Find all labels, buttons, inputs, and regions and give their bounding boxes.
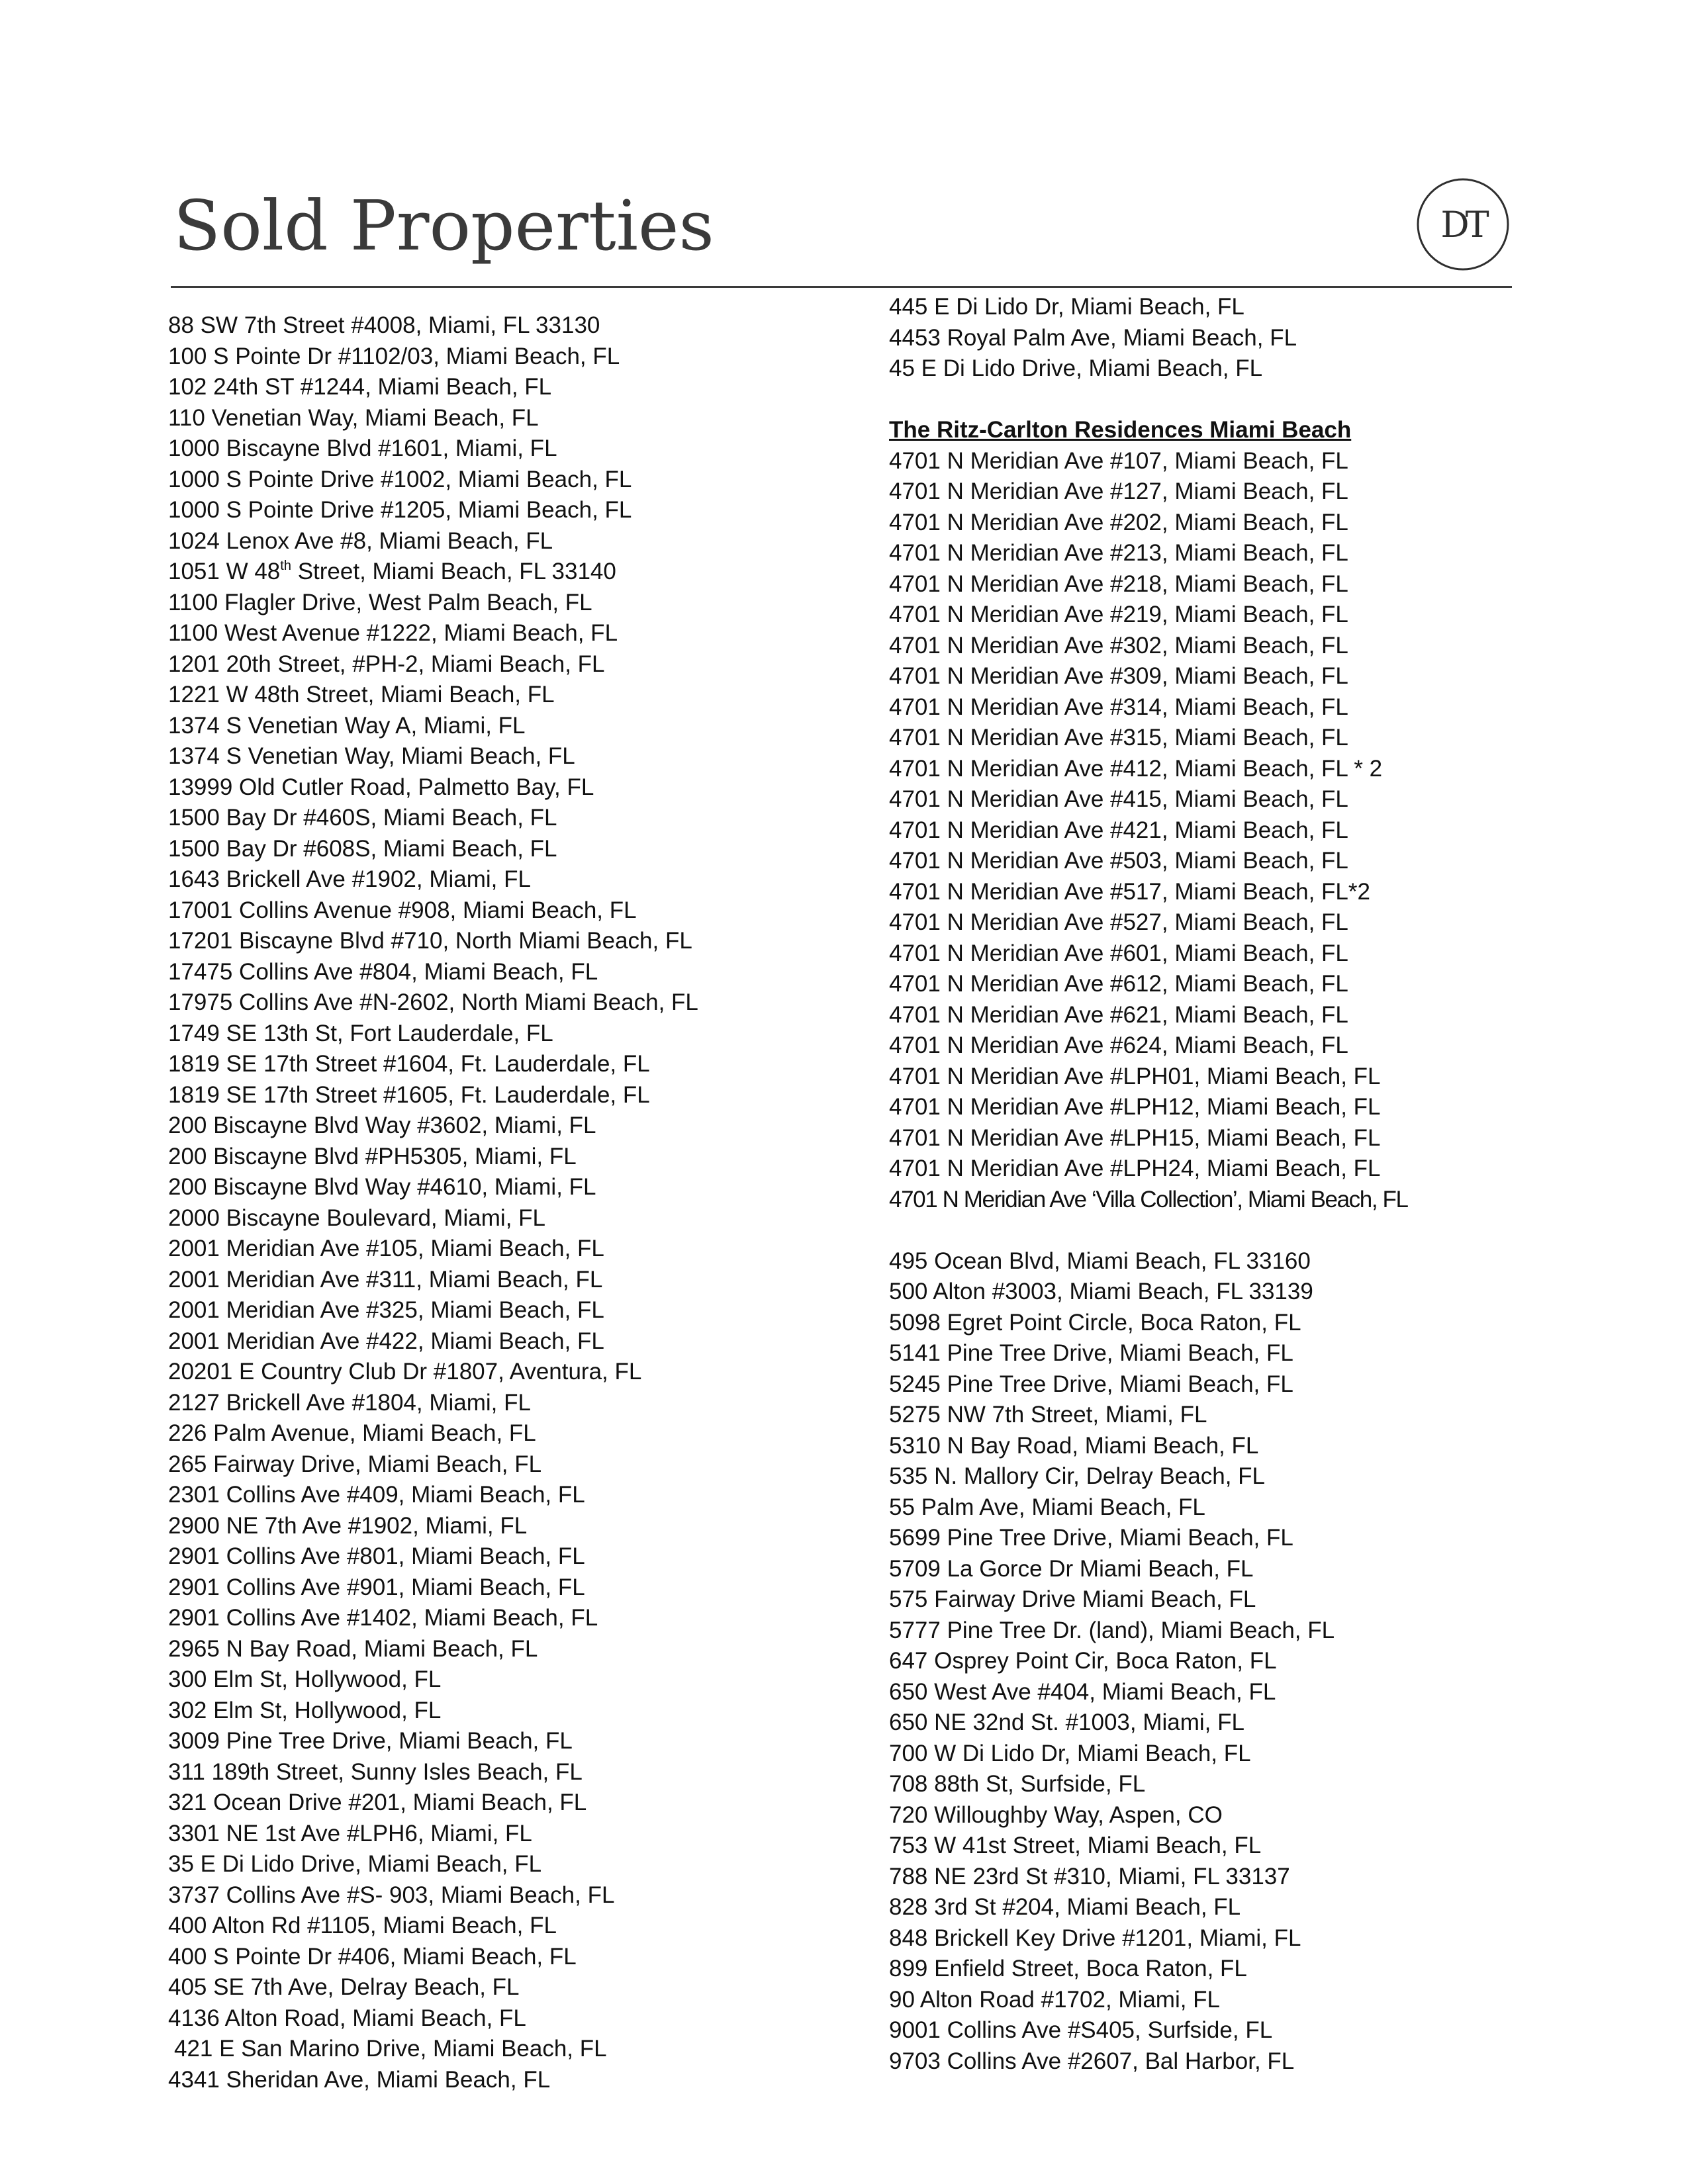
ritz-section-heading: The Ritz-Carlton Residences Miami Beach [889,417,1352,443]
list-item: 4701 N Meridian Ave #LPH12, Miami Beach, FL [889,1094,1381,1120]
list-item: 226 Palm Avenue, Miami Beach, FL [168,1420,536,1446]
list-item: 1500 Bay Dr #460S, Miami Beach, FL [168,805,557,831]
list-item: 4341 Sheridan Ave, Miami Beach, FL [168,2066,551,2093]
list-item: 9703 Collins Ave #2607, Bal Harbor, FL [889,2048,1295,2074]
list-item: 4701 N Meridian Ave #415, Miami Beach, FL [889,786,1348,812]
list-item: 2001 Meridian Ave #325, Miami Beach, FL [168,1297,604,1323]
list-item: 4701 N Meridian Ave #527, Miami Beach, FL [889,909,1348,935]
list-item: 4701 N Meridian Ave #LPH01, Miami Beach, FL [889,1063,1381,1089]
list-item: 3301 NE 1st Ave #LPH6, Miami, FL [168,1820,532,1846]
list-item: 4701 N Meridian Ave #219, Miami Beach, FL [889,602,1348,627]
list-item: 647 Osprey Point Cir, Boca Raton, FL [889,1648,1277,1674]
list-item: 17201 Biscayne Blvd #710, North Miami Beach, FL [168,928,692,954]
list-item: 4701 N Meridian Ave #421, Miami Beach, FL [889,817,1348,843]
list-item: 4701 N Meridian Ave #601, Miami Beach, FL [889,940,1348,966]
list-item: 4701 N Meridian Ave #503, Miami Beach, FL [889,848,1348,874]
list-item: 5777 Pine Tree Dr. (land), Miami Beach, FL [889,1617,1335,1643]
list-item: 700 W Di Lido Dr, Miami Beach, FL [889,1740,1251,1766]
list-item: 4701 N Meridian Ave #107, Miami Beach, FL [889,447,1348,474]
list-item: 445 E Di Lido Dr, Miami Beach, FL [889,294,1244,320]
list-item: 1000 Biscayne Blvd #1601, Miami, FL [168,435,557,461]
list-item: 753 W 41st Street, Miami Beach, FL [889,1833,1262,1858]
list-item: 848 Brickell Key Drive #1201, Miami, FL [889,1925,1301,1951]
title-divider [171,286,1512,288]
list-item [168,557,698,588]
list-item: 2901 Collins Ave #801, Miami Beach, FL [168,1543,585,1569]
list-item: 88 SW 7th Street #4008, Miami, FL 33130 [168,312,600,338]
list-item: 4701 N Meridian Ave #309, Miami Beach, FL [889,663,1348,689]
list-item: 5699 Pine Tree Drive, Miami Beach, FL [889,1525,1293,1551]
list-item: 1201 20th Street, #PH-2, Miami Beach, FL [168,651,605,677]
list-item: 1819 SE 17th Street #1604, Ft. Lauderdale, FL [168,1051,650,1077]
list-item: 2000 Biscayne Boulevard, Miami, FL [168,1205,545,1231]
list-item: 1100 West Avenue #1222, Miami Beach, FL [168,620,618,646]
list-item: 421 E San Marino Drive, Miami Beach, FL [174,2036,607,2062]
list-item: 575 Fairway Drive Miami Beach, FL [889,1586,1256,1612]
list-item: 899 Enfield Street, Boca Raton, FL [889,1956,1247,1981]
list-item: 17001 Collins Avenue #908, Miami Beach, FL [168,897,637,923]
list-item: 495 Ocean Blvd, Miami Beach, FL 33160 [889,1248,1311,1274]
list-item: 311 189th Street, Sunny Isles Beach, FL [168,1758,583,1785]
list-item: 2127 Brickell Ave #1804, Miami, FL [168,1389,531,1416]
list-item: 1374 S Venetian Way, Miami Beach, FL [168,743,575,769]
list-item: 110 Venetian Way, Miami Beach, FL [168,404,539,431]
list-item: 2001 Meridian Ave #311, Miami Beach, FL [168,1266,603,1293]
list-item: 650 NE 32nd St. #1003, Miami, FL [889,1709,1244,1735]
list-item: 4701 N Meridian Ave #213, Miami Beach, FL [889,540,1348,566]
list-item: 300 Elm St, Hollywood, FL [168,1666,442,1692]
list-item: 90 Alton Road #1702, Miami, FL [889,1986,1221,2013]
list-item: 9001 Collins Ave #S405, Surfside, FL [889,2017,1273,2043]
list-item: 1500 Bay Dr #608S, Miami Beach, FL [168,835,557,862]
list-item: 4701 N Meridian Ave #621, Miami Beach, FL [889,1001,1348,1028]
list-item: 1819 SE 17th Street #1605, Ft. Lauderdale, FL [168,1081,650,1108]
ordinal-superscript: th [280,559,291,573]
list-item: 1749 SE 13th St, Fort Lauderdale, FL [168,1020,553,1046]
list-item: 4701 N Meridian Ave #218, Miami Beach, FL [889,570,1348,597]
list-item: 200 Biscayne Blvd Way #4610, Miami, FL [168,1174,596,1200]
list-item: 321 Ocean Drive #201, Miami Beach, FL [168,1790,587,1815]
list-item: 405 SE 7th Ave, Delray Beach, FL [168,1974,520,2000]
list-item: 500 Alton #3003, Miami Beach, FL 33139 [889,1279,1313,1304]
list-item: 3009 Pine Tree Drive, Miami Beach, FL [168,1728,573,1754]
list-item: 2901 Collins Ave #901, Miami Beach, FL [168,1574,585,1600]
dt-logo-icon [1416,177,1510,271]
list-item: 4701 N Meridian Ave #315, Miami Beach, FL [889,725,1348,751]
list-item: 4701 N Meridian Ave #302, Miami Beach, FL [889,632,1348,659]
list-item: 20201 E Country Club Dr #1807, Aventura, FL [168,1359,642,1385]
list-item: 1374 S Venetian Way A, Miami, FL [168,712,526,739]
list-item: 4701 N Meridian Ave #202, Miami Beach, FL [889,509,1348,535]
list-item: 828 3rd St #204, Miami Beach, FL [889,1894,1241,1920]
list-item: 1221 W 48th Street, Miami Beach, FL [168,682,555,707]
list-item: 4701 N Meridian Ave #LPH15, Miami Beach, FL [889,1124,1381,1151]
list-item: 2965 N Bay Road, Miami Beach, FL [168,1635,538,1662]
left-property-list [168,310,698,2095]
address-prefix: 1051 W 48 [168,559,281,584]
list-item: 1000 S Pointe Drive #1205, Miami Beach, FL [168,497,632,523]
list-item: 4701 N Meridian Ave #612, Miami Beach, FL [889,971,1348,997]
list-item: 5709 La Gorce Dr Miami Beach, FL [889,1555,1254,1582]
list-item: 55 Palm Ave, Miami Beach, FL [889,1494,1205,1520]
list-item: 4701 N Meridian Ave #127, Miami Beach, FL [889,478,1348,504]
list-item: 2001 Meridian Ave #422, Miami Beach, FL [168,1328,604,1354]
list-item: 200 Biscayne Blvd Way #3602, Miami, FL [168,1113,596,1138]
list-item: 3737 Collins Ave #S- 903, Miami Beach, FL [168,1882,615,1908]
list-item: 2901 Collins Ave #1402, Miami Beach, FL [168,1605,598,1631]
right-property-list [889,292,1408,2077]
spacer [889,385,1408,416]
spacer [889,1215,1408,1246]
address-suffix: Street, Miami Beach, FL 33140 [291,559,616,584]
list-item: 200 Biscayne Blvd #PH5305, Miami, FL [168,1143,577,1169]
list-item: 265 Fairway Drive, Miami Beach, FL [168,1451,542,1477]
list-item: 17975 Collins Ave #N-2602, North Miami Beach, FL [168,989,698,1015]
list-item: 5310 N Bay Road, Miami Beach, FL [889,1432,1259,1459]
list-item: 13999 Old Cutler Road, Palmetto Bay, FL [168,774,594,800]
list-item: 720 Willoughby Way, Aspen, CO [889,1801,1223,1828]
list-item: 650 West Ave #404, Miami Beach, FL [889,1678,1276,1705]
list-item: 4136 Alton Road, Miami Beach, FL [168,2005,526,2031]
list-item: 4701 N Meridian Ave #LPH24, Miami Beach, FL [889,1156,1381,1181]
list-item: 302 Elm St, Hollywood, FL [168,1697,442,1723]
list-item: 1000 S Pointe Drive #1002, Miami Beach, FL [168,466,632,492]
list-item: 1643 Brickell Ave #1902, Miami, FL [168,866,531,892]
list-item: 102 24th ST #1244, Miami Beach, FL [168,374,552,400]
list-item: 1100 Flagler Drive, West Palm Beach, FL [168,589,592,615]
list-item: 4701 N Meridian Ave ‘Villa Collection’, Miami Beach, FL [889,1186,1408,1212]
list-item: 2001 Meridian Ave #105, Miami Beach, FL [168,1236,604,1261]
list-item: 788 NE 23rd St #310, Miami, FL 33137 [889,1863,1290,1889]
list-item: 4701 N Meridian Ave #517, Miami Beach, FL*2 [889,878,1370,905]
list-item: 4701 N Meridian Ave #314, Miami Beach, FL [889,694,1348,720]
list-item: 400 S Pointe Dr #406, Miami Beach, FL [168,1943,577,1970]
list-item: 35 E Di Lido Drive, Miami Beach, FL [168,1851,542,1877]
list-item: 4453 Royal Palm Ave, Miami Beach, FL [889,324,1297,351]
list-item: 5098 Egret Point Circle, Boca Raton, FL [889,1309,1301,1336]
list-item: 4701 N Meridian Ave #624, Miami Beach, FL [889,1032,1348,1058]
page-title: Sold Properties [173,185,714,266]
logo-text: DT [1440,204,1485,246]
list-item: 5141 Pine Tree Drive, Miami Beach, FL [889,1340,1293,1366]
list-item: 5275 NW 7th Street, Miami, FL [889,1402,1207,1428]
list-item: 2301 Collins Ave #409, Miami Beach, FL [168,1482,585,1508]
list-item: 708 88th St, Surfside, FL [889,1771,1146,1797]
list-item: 17475 Collins Ave #804, Miami Beach, FL [168,958,598,985]
list-item: 400 Alton Rd #1105, Miami Beach, FL [168,1913,557,1938]
list-item: 2900 NE 7th Ave #1902, Miami, FL [168,1512,528,1539]
list-item: 535 N. Mallory Cir, Delray Beach, FL [889,1463,1265,1489]
list-item: 45 E Di Lido Drive, Miami Beach, FL [889,355,1263,381]
list-item: 1024 Lenox Ave #8, Miami Beach, FL [168,527,553,554]
list-item: 5245 Pine Tree Drive, Miami Beach, FL [889,1371,1293,1397]
list-item: 4701 N Meridian Ave #412, Miami Beach, FL * 2 [889,755,1383,782]
list-item: 100 S Pointe Dr #1102/03, Miami Beach, FL [168,343,620,369]
